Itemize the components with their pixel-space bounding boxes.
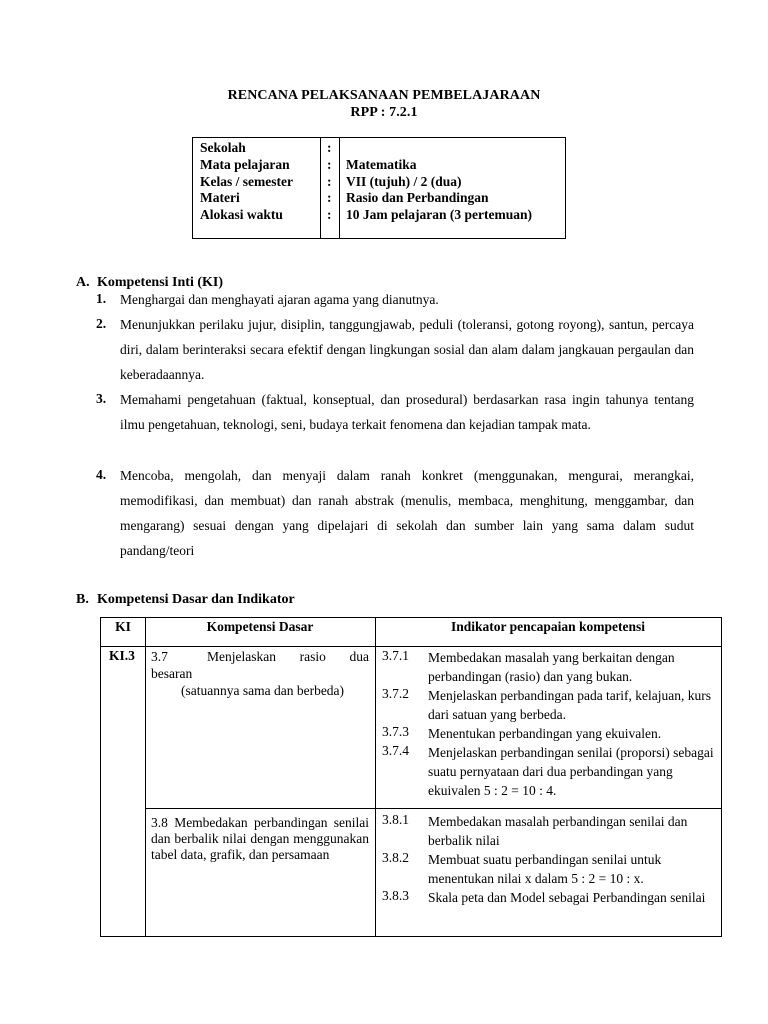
indicator-code: 3.7.1 [382, 648, 409, 663]
kd-3-7 [151, 649, 369, 665]
kd-3-8: 3.8 Membedakan perbandingan senilai dan berbalik nilai dengan menggunakan tabel data, grafik, dan persamaan [151, 815, 369, 862]
ki-text: Mencoba, mengolah, dan menyaji dalam ranah konkret (menggunakan, mengurai, merangkai, memodifikasi, dan membuat) dan ranah abstrak (menulis, membaca, menghitung, menggambar, dan mengarang) sesuai dengan yang dipelajari di sekolah dan sumber lain yang sama dalam sudut pandang/teori [120, 468, 694, 558]
section-b-letter: B. [76, 592, 89, 607]
ki-text: Menunjukkan perilaku jujur, disiplin, tanggungjawab, peduli (toleransi, gotong royong), santun, percaya diri, dalam berinteraksi secara efektif dengan lingkungan sosial dan alam dalam jangkauan pergaulan dan keberadaannya. [120, 317, 694, 382]
label-sekolah: Sekolah [200, 140, 246, 155]
kd-line3: (satuannya sama dan berbeda) [181, 683, 345, 698]
ki-number: 1. [96, 291, 107, 306]
kd-code: 3.7 [151, 649, 168, 664]
indicator-text: Menentukan perbandingan yang ekuivalen. [428, 726, 662, 741]
indicator-text: Membedakan masalah perbandingan senilai dan berbalik nilai [428, 814, 688, 848]
colon: : [327, 140, 332, 155]
ki-text: Menghargai dan menghayati ajaran agama yang dianutnya. [120, 292, 439, 307]
colon: : [327, 157, 332, 172]
section-b-heading: Kompetensi Dasar dan Indikator [97, 592, 295, 607]
ki-number: 3. [96, 391, 107, 406]
indicator-code: 3.7.3 [382, 724, 409, 739]
header-ki: KI [115, 619, 131, 634]
value-alokasi-waktu: 10 Jam pelajaran (3 pertemuan) [346, 207, 532, 222]
indicator-code: 3.8.3 [382, 888, 409, 903]
label-alokasi-waktu: Alokasi waktu [200, 207, 283, 222]
kompetensi-table [100, 617, 722, 937]
indicator-text: Membuat suatu perbandingan senilai untuk menentukan nilai x dalam 5 : 2 = 10 : x. [428, 852, 662, 886]
kd-line1: Menjelaskan rasio dua [207, 649, 369, 664]
indicator-code: 3.8.2 [382, 850, 409, 865]
document-subtitle: RPP : 7.2.1 [350, 105, 418, 120]
section-a-letter: A. [76, 275, 90, 290]
section-a-heading: Kompetensi Inti (KI) [97, 275, 223, 290]
indicator-code: 3.7.2 [382, 686, 409, 701]
ki-number: 2. [96, 316, 107, 331]
header-indikator: Indikator pencapaian kompetensi [450, 619, 646, 634]
indicator-code: 3.7.4 [382, 743, 409, 758]
colon: : [327, 174, 332, 189]
value-materi: Rasio dan Perbandingan [346, 190, 489, 205]
document-title: RENCANA PELAKSANAAN PEMBELAJARAAN [227, 88, 541, 103]
value-mata-pelajaran: Matematika [346, 157, 417, 172]
label-mata-pelajaran: Mata pelajaran [200, 157, 290, 172]
indicator-text: Skala peta dan Model sebagai Perbandingan senilai [428, 890, 706, 905]
indicator-text: Menjelaskan perbandingan senilai (proporsi) sebagai suatu pernyataan dari dua perbandingan yang ekuivalen 5 : 2 = 10 : 4. [428, 745, 714, 798]
value-kelas-semester: VII (tujuh) / 2 (dua) [346, 174, 462, 189]
indicator-text: Menjelaskan perbandingan pada tarif, kelajuan, kurs dari satuan yang berbeda. [428, 688, 712, 722]
indicator-text: Membedakan masalah yang berkaitan dengan perbandingan (rasio) dan yang bukan. [428, 650, 675, 684]
kd-line2: besaran [151, 666, 193, 681]
identity-table [192, 137, 566, 239]
ki-value: KI.3 [109, 648, 135, 663]
header-kompetensi-dasar: Kompetensi Dasar [206, 619, 314, 634]
label-kelas-semester: Kelas / semester [200, 174, 293, 189]
ki-number: 4. [96, 467, 107, 482]
ki-text: Memahami pengetahuan (faktual, konseptual, dan prosedural) berdasarkan rasa ingin tahunya tentang ilmu pengetahuan, teknologi, seni, budaya terkait fenomena dan kejadian tampak mata. [120, 392, 694, 432]
indicator-code: 3.8.1 [382, 812, 409, 827]
colon: : [327, 207, 332, 222]
label-materi: Materi [200, 190, 240, 205]
colon: : [327, 190, 332, 205]
